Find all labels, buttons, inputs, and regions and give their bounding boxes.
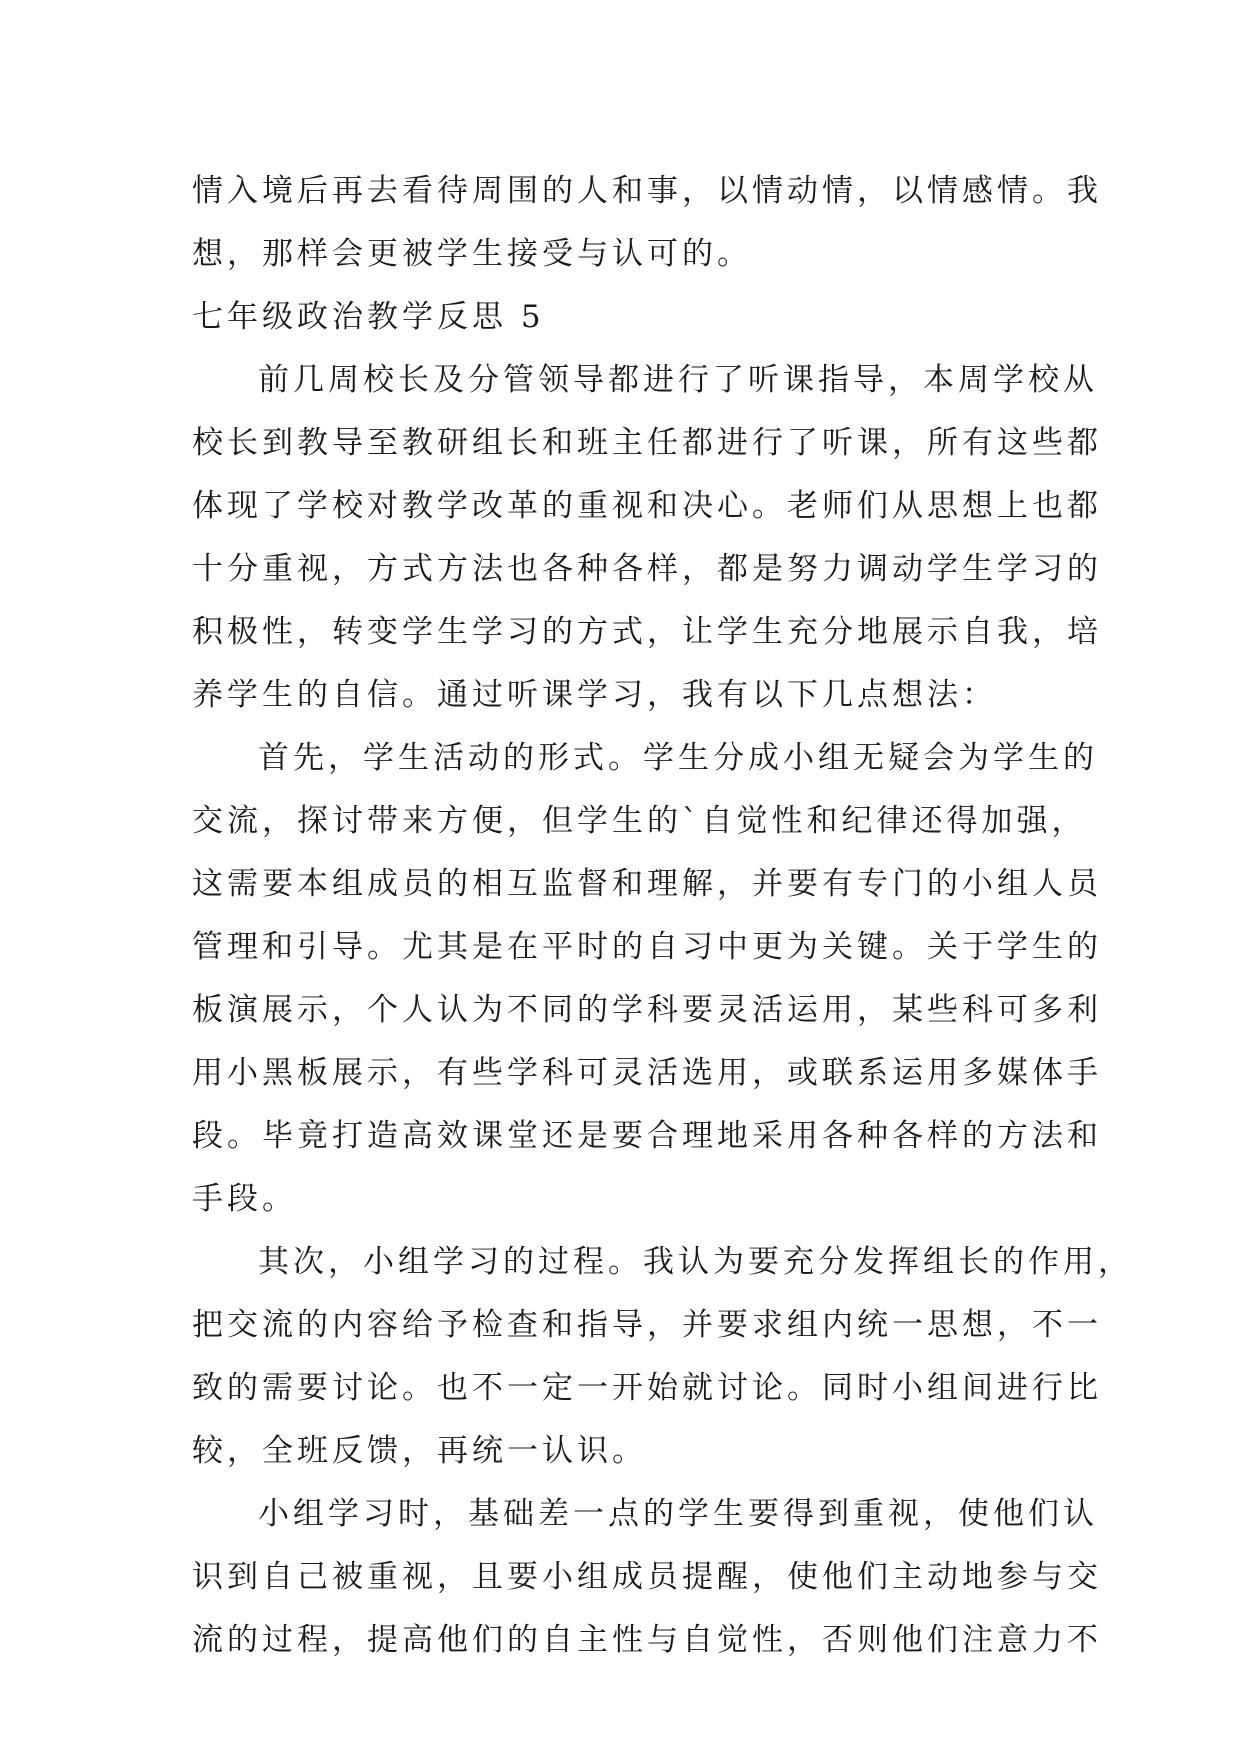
paragraph-start-line: 其次，小组学习的过程。我认为要充分发挥组长的作用， (258, 1244, 1133, 1280)
text-line: 管理和引导。尤其是在平时的自习中更为关键。关于学生的 (192, 929, 1102, 965)
text-line: 情入境后再去看待周围的人和事，以情动情，以情感情。我 (192, 173, 1102, 209)
text-line: 致的需要讨论。也不一定一开始就讨论。同时小组间进行比 (192, 1370, 1102, 1406)
text-line: 体现了学校对教学改革的重视和决心。老师们从思想上也都 (192, 488, 1102, 524)
text-line: 较，全班反馈，再统一认识。 (192, 1433, 647, 1469)
text-line: 十分重视，方式方法也各种各样，都是努力调动学生学习的 (192, 551, 1102, 587)
text-line: 段。毕竟打造高效课堂还是要合理地采用各种各样的方法和 (192, 1118, 1102, 1154)
document-body (192, 160, 1133, 1672)
text-line: 想，那样会更被学生接受与认可的。 (192, 236, 752, 272)
text-line: 板演展示，个人认为不同的学科要灵活运用，某些科可多利 (192, 992, 1102, 1028)
text-line: 积极性，转变学生学习的方式，让学生充分地展示自我，培 (192, 614, 1102, 650)
paragraph-start-line: 小组学习时，基础差一点的学生要得到重视，使他们认 (258, 1496, 1098, 1532)
text-line: 交流，探讨带来方便，但学生的`自觉性和纪律还得加强， (192, 803, 1087, 839)
text-line: 校长到教导至教研组长和班主任都进行了听课，所有这些都 (192, 425, 1102, 461)
text-line: 识到自己被重视，且要小组成员提醒，使他们主动地参与交 (192, 1559, 1102, 1595)
paragraph-start-line: 前几周校长及分管领导都进行了听课指导，本周学校从 (258, 362, 1098, 398)
paragraph-start-line: 首先，学生活动的形式。学生分成小组无疑会为学生的 (258, 740, 1098, 776)
text-line: 养学生的自信。通过听课学习，我有以下几点想法： (192, 677, 997, 713)
text-line: 手段。 (192, 1181, 297, 1217)
section-heading: 七年级政治教学反思 5 (192, 299, 545, 335)
text-line: 把交流的内容给予检查和指导，并要求组内统一思想，不一 (192, 1307, 1102, 1343)
text-line: 这需要本组成员的相互监督和理解，并要有专门的小组人员 (192, 866, 1102, 902)
text-line: 用小黑板展示，有些学科可灵活选用，或联系运用多媒体手 (192, 1055, 1102, 1091)
text-line: 流的过程，提高他们的自主性与自觉性，否则他们注意力不 (192, 1622, 1102, 1658)
